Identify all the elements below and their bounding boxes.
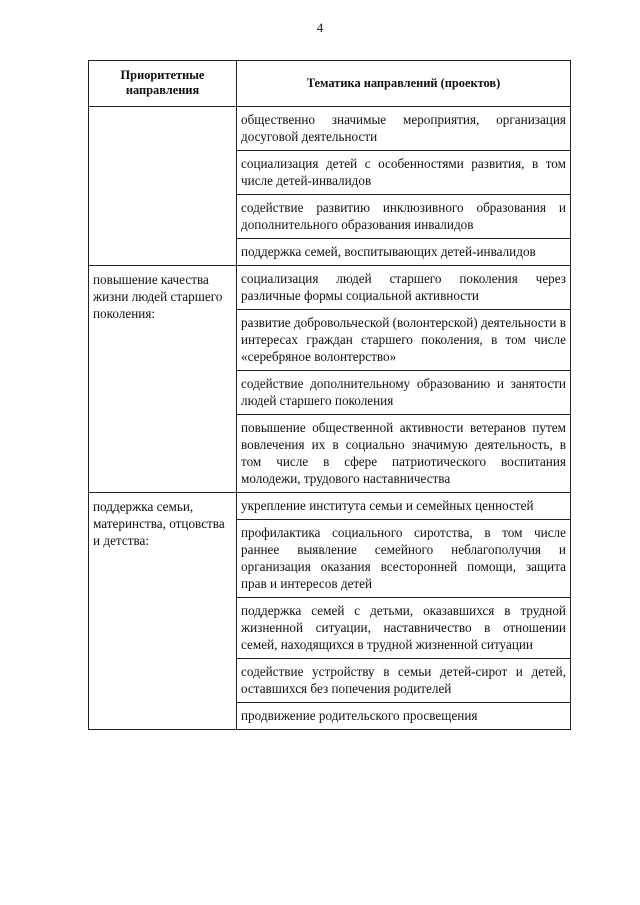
- priority-cell: поддержка семьи, материнства, отцовства и детства:: [89, 493, 237, 730]
- topic-cell: социализация детей с особенностями развития, в том числе детей-инвалидов: [237, 151, 571, 195]
- topic-cell: развитие добровольческой (волонтерской) деятельности в интересах граждан старшего поколения, в том числе «серебряное волонтерство»: [237, 310, 571, 371]
- topic-cell: поддержка семей с детьми, оказавшихся в трудной жизненной ситуации, наставничество в отношении семей, находящихся в трудной жизненной ситуации: [237, 598, 571, 659]
- topic-cell: укрепление института семьи и семейных ценностей: [237, 493, 571, 520]
- header-topics: Тематика направлений (проектов): [237, 61, 571, 107]
- topic-cell: продвижение родительского просвещения: [237, 703, 571, 730]
- table-row: [89, 493, 571, 520]
- header-priority-directions: Приоритетные направления: [89, 61, 237, 107]
- priority-directions-table: [88, 60, 571, 730]
- topic-cell: содействие развитию инклюзивного образования и дополнительного образования инвалидов: [237, 195, 571, 239]
- priority-cell: [89, 107, 237, 266]
- table-row: [89, 266, 571, 310]
- topic-cell: содействие дополнительному образованию и занятости людей старшего поколения: [237, 371, 571, 415]
- topic-cell: поддержка семей, воспитывающих детей-инвалидов: [237, 239, 571, 266]
- topic-cell: содействие устройству в семьи детей-сирот и детей, оставшихся без попечения родителей: [237, 659, 571, 703]
- topic-cell: социализация людей старшего поколения через различные формы социальной активности: [237, 266, 571, 310]
- topic-cell: общественно значимые мероприятия, организация досуговой деятельности: [237, 107, 571, 151]
- page-number: 4: [316, 20, 324, 35]
- priority-cell: повышение качества жизни людей старшего поколения:: [89, 266, 237, 493]
- topic-cell: повышение общественной активности ветеранов путем вовлечения их в социально значимую деятельность, в том числе в сфере патриотического воспитания молодежи, трудового наставничества: [237, 415, 571, 493]
- topic-cell: профилактика социального сиротства, в том числе раннее выявление семейного неблагополучия и организация оказания всесторонней помощи, защита прав и интересов детей: [237, 520, 571, 598]
- table-header-row: [89, 61, 571, 107]
- table-row: [89, 107, 571, 151]
